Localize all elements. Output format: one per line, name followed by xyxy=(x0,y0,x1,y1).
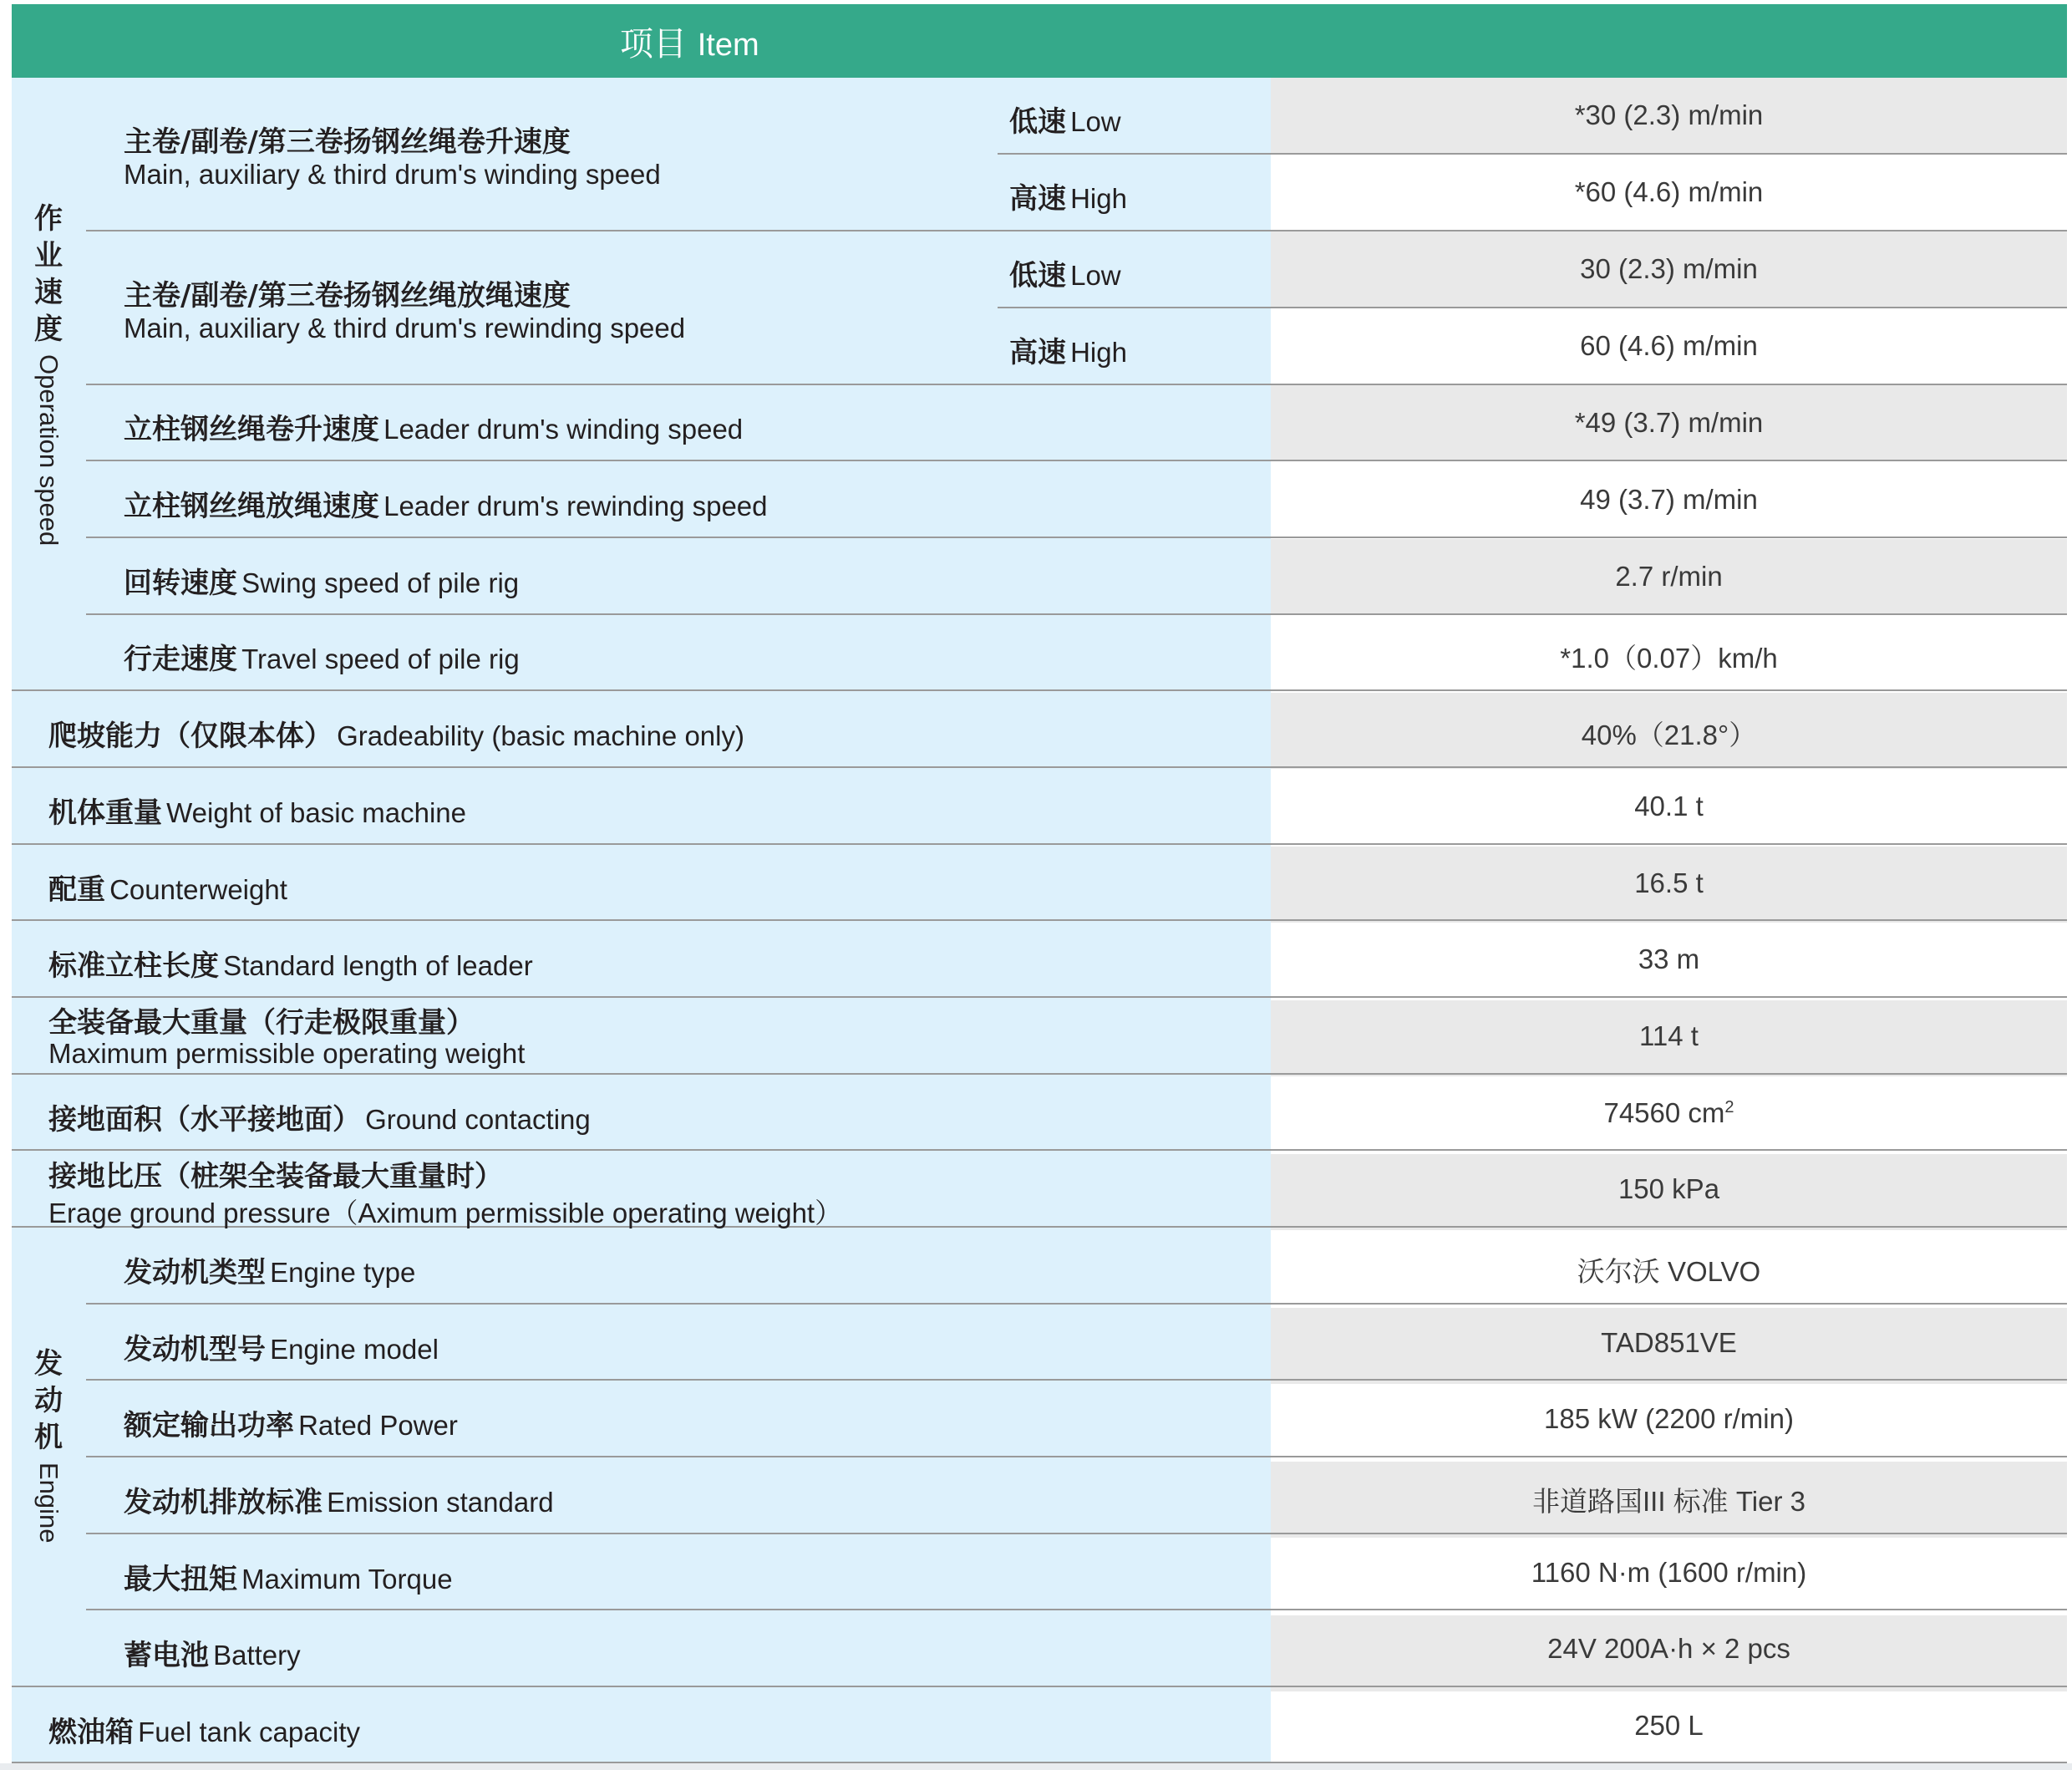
label-zh: 接地面积（水平接地面） xyxy=(48,1103,361,1137)
value-text: 74560 cm xyxy=(1603,1097,1725,1128)
value-ground-pressure: 150 kPa xyxy=(1617,1173,1720,1204)
group-char: 度 xyxy=(34,313,63,346)
row-label-winding xyxy=(124,119,571,160)
group-char: 速 xyxy=(34,276,63,309)
speed-low-label xyxy=(1009,252,1121,293)
row-divider xyxy=(12,1762,2067,1763)
label-zh: 接地比压（桩架全装备最大重量时） xyxy=(48,1160,503,1193)
label-en: Swing speed of pile rig xyxy=(241,567,520,598)
row-label-torque xyxy=(124,1556,453,1597)
label-zh: 回转速度 xyxy=(124,567,237,600)
label-en: Fuel tank capacity xyxy=(138,1717,361,1747)
label-zh: 标准立柱长度 xyxy=(48,949,219,983)
row-divider xyxy=(12,996,2067,998)
speed-high-label xyxy=(1009,329,1127,370)
value-battery: 24V 200A·h × 2 pcs xyxy=(1547,1633,1790,1664)
row-divider xyxy=(12,1073,2067,1075)
label-en: Erage ground pressure（Aximum permissible operating weight） xyxy=(48,1198,843,1228)
value-rewinding-low: 30 (2.3) m/min xyxy=(1580,253,1758,284)
value-winding-high: *60 (4.6) m/min xyxy=(1574,176,1764,207)
value-rewinding-high: 60 (4.6) m/min xyxy=(1580,330,1758,361)
row-label-counterweight xyxy=(48,867,287,908)
value-gradeability: 40%（21.8°） xyxy=(1581,720,1757,750)
row-label-ground-pressure xyxy=(48,1153,503,1194)
row-label-ground-pressure-en xyxy=(48,1192,842,1231)
row-label-leader-rewinding xyxy=(124,483,768,524)
group-char: 发 xyxy=(34,1347,63,1381)
value-superscript: 2 xyxy=(1724,1098,1734,1116)
row-label-rated-power xyxy=(124,1402,458,1443)
group-char: 作 xyxy=(34,202,63,236)
label-zh: 立柱钢丝绳卷升速度 xyxy=(124,413,379,446)
row-divider xyxy=(86,537,2067,538)
value-weight: 40.1 t xyxy=(1634,791,1704,821)
value-swing: 2.7 r/min xyxy=(1615,561,1723,592)
value-fuel-tank: 250 L xyxy=(1634,1710,1704,1741)
value-rated-power: 185 kW (2200 r/min) xyxy=(1544,1403,1794,1434)
label-zh: 机体重量 xyxy=(48,796,162,830)
row-label-emission xyxy=(124,1479,554,1520)
row-divider xyxy=(12,919,2067,921)
row-divider xyxy=(86,613,2067,615)
row-label-gradeability xyxy=(48,713,744,754)
row-divider xyxy=(86,230,2067,231)
row-divider xyxy=(12,689,2067,691)
label-zh: 主卷/副卷/第三卷扬钢丝绳放绳速度 xyxy=(124,279,571,313)
row-divider xyxy=(12,843,2067,845)
row-label-engine-type xyxy=(124,1249,415,1290)
row-divider xyxy=(86,1379,2067,1381)
value-engine-model: TAD851VE xyxy=(1601,1327,1737,1358)
row-divider xyxy=(998,153,2067,155)
row-label-swing xyxy=(124,560,519,601)
row-label-weight xyxy=(48,790,466,831)
row-divider xyxy=(86,1456,2067,1457)
label-en: Leader drum's winding speed xyxy=(383,414,744,445)
row-label-leader-length xyxy=(48,943,533,984)
group-label-engine xyxy=(32,1345,65,1547)
label-zh: 主卷/副卷/第三卷扬钢丝绳卷升速度 xyxy=(124,125,571,159)
header-title xyxy=(620,18,759,65)
row-label-engine-model xyxy=(124,1326,439,1367)
value-leader-length: 33 m xyxy=(1638,943,1700,974)
label-en: Gradeability (basic machine only) xyxy=(337,720,744,751)
row-label-max-weight xyxy=(48,999,475,1040)
label-en: Engine type xyxy=(270,1257,416,1288)
row-label-max-weight-en xyxy=(48,1038,525,1070)
label-en: Engine model xyxy=(270,1334,439,1365)
speed-en: Low xyxy=(1070,260,1121,291)
value-torque: 1160 N·m (1600 r/min) xyxy=(1531,1557,1807,1588)
group-char: 业 xyxy=(34,239,63,272)
label-zh: 配重 xyxy=(48,873,105,907)
label-en: Weight of basic machine xyxy=(166,797,467,828)
speed-en: High xyxy=(1070,183,1127,214)
label-zh: 立柱钢丝绳放绳速度 xyxy=(124,490,379,523)
label-zh: 爬坡能力（仅限本体） xyxy=(48,720,333,753)
row-label-rewinding xyxy=(124,272,571,313)
row-divider xyxy=(12,766,2067,768)
group-char: 机 xyxy=(34,1421,63,1454)
speed-low-label xyxy=(1009,99,1121,140)
label-zh: 燃油箱 xyxy=(48,1716,134,1749)
speed-high-label xyxy=(1009,175,1127,216)
row-label-winding-en xyxy=(124,159,661,191)
header-title-en: Item xyxy=(697,28,759,63)
label-en: Main, auxiliary & third drum's rewinding speed xyxy=(124,313,686,343)
row-divider xyxy=(86,1609,2067,1610)
label-zh: 行走速度 xyxy=(124,643,237,676)
label-en: Rated Power xyxy=(298,1410,458,1441)
label-zh: 发动机类型 xyxy=(124,1256,266,1289)
value-leader-winding: *49 (3.7) m/min xyxy=(1574,407,1764,438)
label-en: Leader drum's rewinding speed xyxy=(383,491,768,521)
row-divider xyxy=(86,1303,2067,1305)
label-zh: 蓄电池 xyxy=(124,1639,209,1672)
label-zh: 最大扭矩 xyxy=(124,1563,237,1596)
label-en: Battery xyxy=(213,1640,301,1671)
label-en: Travel speed of pile rig xyxy=(241,643,520,674)
label-en: Maximum Torque xyxy=(241,1564,453,1595)
row-divider xyxy=(12,1686,2067,1687)
label-en: Main, auxiliary & third drum's winding speed xyxy=(124,159,661,190)
row-label-leader-winding xyxy=(124,406,743,447)
value-winding-low: *30 (2.3) m/min xyxy=(1574,99,1764,130)
label-zh: 发动机型号 xyxy=(124,1333,266,1366)
speed-zh: 高速 xyxy=(1009,182,1066,216)
bottom-strip xyxy=(0,1763,2072,1770)
value-travel: *1.0（0.07）km/h xyxy=(1560,643,1778,674)
label-en: Standard length of leader xyxy=(223,950,533,981)
row-divider xyxy=(86,1533,2067,1534)
speed-zh: 低速 xyxy=(1009,105,1066,139)
row-label-ground-area xyxy=(48,1096,591,1137)
group-label-operation-speed xyxy=(32,201,65,549)
value-ground-area xyxy=(1271,1097,2067,1129)
row-divider xyxy=(12,1149,2067,1151)
value-emission: 非道路国III 标准 Tier 3 xyxy=(1532,1486,1805,1517)
row-divider xyxy=(998,307,2067,308)
row-label-travel xyxy=(124,636,520,677)
group-label-en: Operation speed xyxy=(34,354,63,547)
label-zh: 发动机排放标准 xyxy=(124,1486,322,1519)
value-counterweight: 16.5 t xyxy=(1634,867,1704,898)
speed-zh: 低速 xyxy=(1009,259,1066,292)
label-en: Emission standard xyxy=(327,1487,554,1518)
value-engine-type: 沃尔沃 VOLVO xyxy=(1577,1256,1761,1287)
group-label-en: Engine xyxy=(34,1462,63,1544)
label-zh: 额定输出功率 xyxy=(124,1409,294,1442)
speed-zh: 高速 xyxy=(1009,336,1066,369)
label-en: Counterweight xyxy=(109,874,287,905)
label-zh: 全装备最大重量（行走极限重量） xyxy=(48,1006,475,1040)
row-label-battery xyxy=(124,1632,301,1673)
row-divider xyxy=(86,460,2067,461)
speed-en: Low xyxy=(1070,106,1121,137)
speed-en: High xyxy=(1070,337,1127,368)
value-max-weight: 114 t xyxy=(1639,1020,1699,1051)
label-en: Maximum permissible operating weight xyxy=(48,1038,526,1069)
value-leader-rewinding: 49 (3.7) m/min xyxy=(1580,484,1758,515)
row-divider xyxy=(86,384,2067,385)
header-title-zh: 项目 xyxy=(620,25,687,64)
row-label-rewinding-en xyxy=(124,313,685,344)
label-en: Ground contacting xyxy=(365,1104,591,1135)
table-header xyxy=(12,4,2067,78)
row-label-fuel-tank xyxy=(48,1709,360,1750)
group-char: 动 xyxy=(34,1384,63,1417)
